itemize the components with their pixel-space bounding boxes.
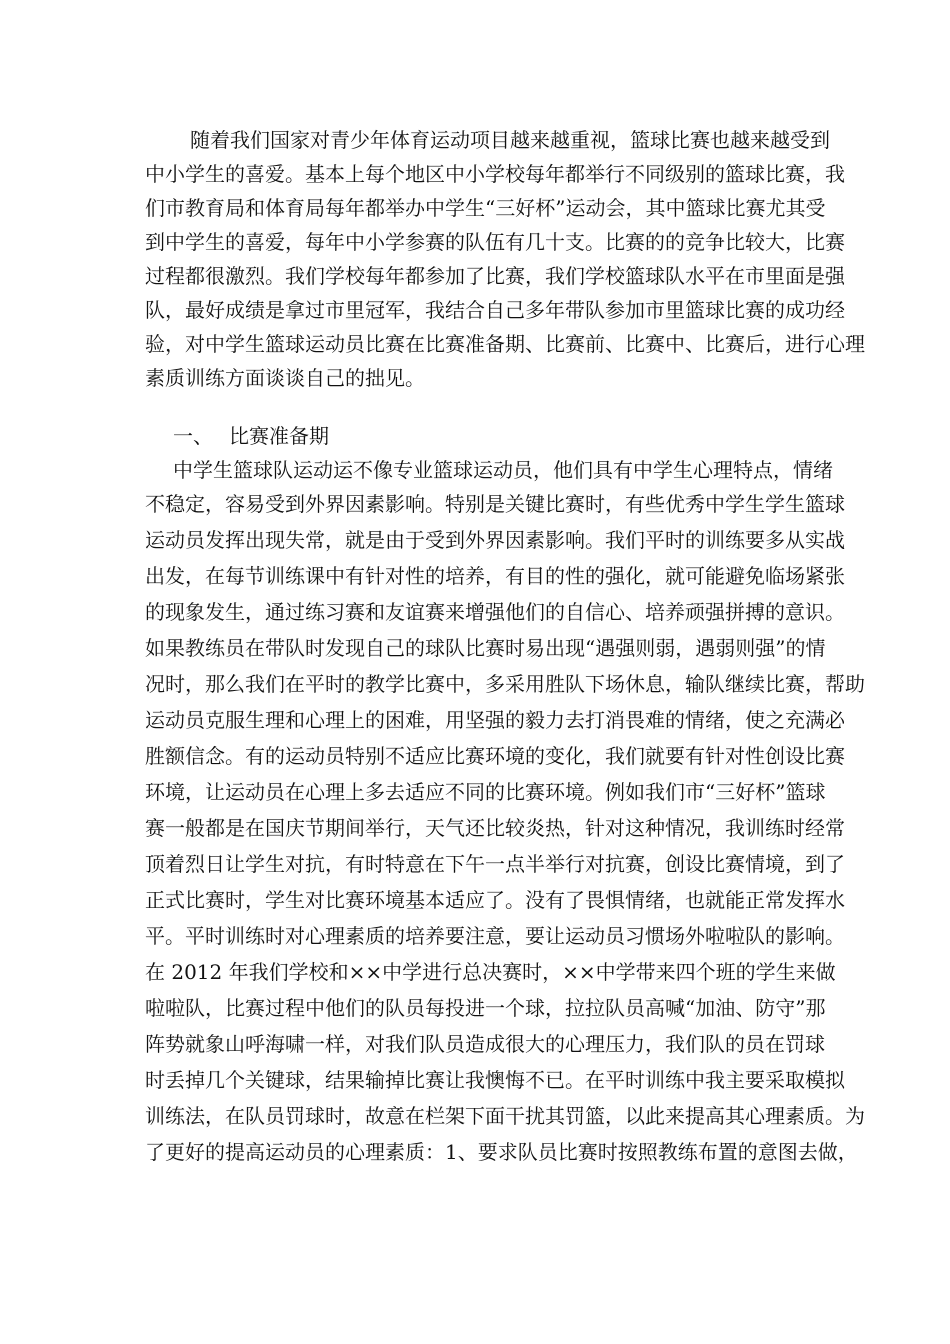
para2-line-4: 出发，在每节训练课中有针对性的培养，有目的性的强化，就可能避免临场紧张 [145,564,845,588]
para2-line-13: 正式比赛时，学生对比赛环境基本适应了。没有了畏惧情绪，也就能正常发挥水 [145,888,845,912]
para1-line-1: 随着我们国家对青少年体育运动项目越来越重视，篮球比赛也越来越受到 [190,128,830,152]
para2-line-14: 平。平时训练时对心理素质的培养要注意，要让运动员习惯场外啦啦队的影响。 [145,924,845,948]
para2-line-9: 胜额信念。有的运动员特别不适应比赛环境的变化，我们就要有针对性创设比赛 [145,744,845,768]
para1-line-2: 中小学生的喜爱。基本上每个地区中小学校每年都举行不同级别的篮球比赛，我 [145,162,845,186]
para1-line-3: 们市教育局和体育局每年都举办中学生“三好杯”运动会，其中篮球比赛尤其受 [145,196,826,220]
para2-line-11: 赛一般都是在国庆节期间举行，天气还比较炎热，针对这种情况，我训练时经常 [145,816,845,840]
para1-line-7: 验，对中学生篮球运动员比赛在比赛准备期、比赛前、比赛中、比赛后，进行心理 [145,332,865,356]
section-heading-text: 比赛准备期 [229,424,329,448]
section-heading-number: 一、 [173,424,213,448]
para1-line-8: 素质训练方面谈谈自己的拙见。 [145,366,425,390]
para1-line-4: 到中学生的喜爱，每年中小学参赛的队伍有几十支。比赛的的竞争比较大，比赛 [145,230,845,254]
para2-line-6: 如果教练员在带队时发现自己的球队比赛时易出现“遇强则弱，遇弱则强”的情 [145,636,826,660]
para2-line-7: 况时，那么我们在平时的教学比赛中，多采用胜队下场休息，输队继续比赛，帮助 [145,672,865,696]
para2-line-8: 运动员克服生理和心理上的困难，用坚强的毅力去打消畏难的情绪，使之充满必 [145,708,845,732]
section-heading [173,419,329,453]
para2-line-1: 中学生篮球队运动运不像专业篮球运动员，他们具有中学生心理特点，情绪 [173,458,833,482]
para2-line-16: 啦啦队，比赛过程中他们的队员每投进一个球，拉拉队员高喊“加油、防守”那 [145,996,826,1020]
para2-line-3: 运动员发挥出现失常，就是由于受到外界因素影响。我们平时的训练要多从实战 [145,528,845,552]
para2-line-17: 阵势就象山呼海啸一样，对我们队员造成很大的心理压力，我们队的员在罚球 [145,1032,825,1056]
para2-line-10: 环境，让运动员在心理上多去适应不同的比赛环境。例如我们市“三好杯”篮球 [145,780,826,804]
para2-line-5: 的现象发生，通过练习赛和友谊赛来增强他们的自信心、培养顽强拼搏的意识。 [145,600,845,624]
para2-line-12: 顶着烈日让学生对抗，有时特意在下午一点半举行对抗赛，创设比赛情境，到了 [145,852,845,876]
para1-line-5: 过程都很激烈。我们学校每年都参加了比赛，我们学校篮球队水平在市里面是强 [145,264,845,288]
para2-line-20: 了更好的提高运动员的心理素质：1、要求队员比赛时按照教练布置的意图去做， [145,1140,858,1164]
para2-line-2: 不稳定，容易受到外界因素影响。特别是关键比赛时，有些优秀中学生学生篮球 [145,492,845,516]
para2-line-15: 在 2012 年我们学校和××中学进行总决赛时，××中学带来四个班的学生来做 [145,960,836,984]
para2-line-18: 时丢掉几个关键球，结果输掉比赛让我懊悔不已。在平时训练中我主要采取模拟 [145,1068,845,1092]
para2-line-19: 训练法，在队员罚球时，故意在栏架下面干扰其罚篮，以此来提高其心理素质。为 [145,1104,865,1128]
para1-line-6: 队，最好成绩是拿过市里冠军，我结合自己多年带队参加市里篮球比赛的成功经 [145,298,845,322]
